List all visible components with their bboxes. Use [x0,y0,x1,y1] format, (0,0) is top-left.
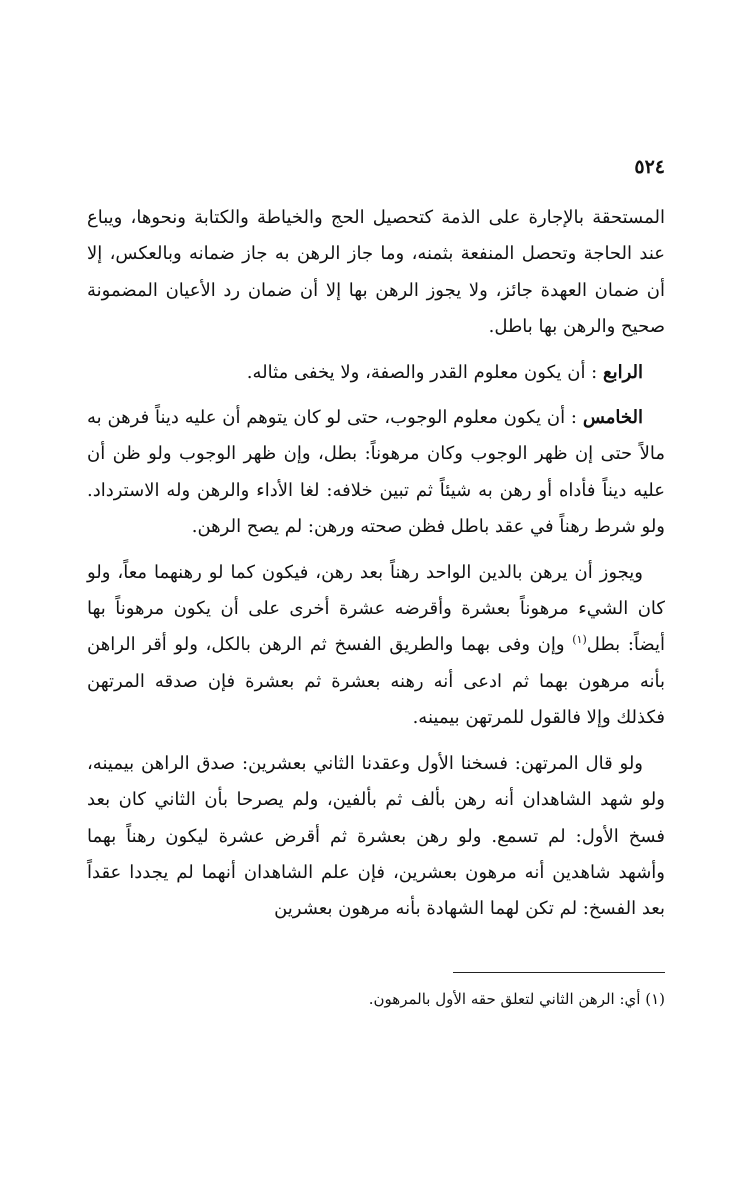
paragraph-lead: الرابع [602,361,643,383]
paragraph-text: وإن وفى بهما والطريق الفسخ ثم الرهن بالكل، ولو أقر الراهن بأنه مرهون بهما ثم ادعى أنه رهنه بعشرة ثم بعشرة فإن صدقه المرتهن فكذلك وإلا فالقول للمرتهن بيمينه. [87,634,665,729]
paragraph-text: المستحقة بالإجارة على الذمة كتحصيل الحج والخياطة والكتابة ونحوها، ويباع عند الحاجة وتحصل المنفعة بثمنه، وما جاز الرهن به جاز ضمانه وبالعكس، إلا أن ضمان العهدة جائز، ولا يجوز الرهن بها إلا أن ضمان رد الأعيان المضمونة صحيح والرهن بها باطل. [87,207,665,338]
footnote-divider [453,972,665,973]
paragraph-text: ويجوز أن يرهن بالدين الواحد رهناً بعد رهن، فيكون كما لو رهنهما معاً، ولو كان الشيء مرهوناً بعشرة وأقرضه عشرة أخرى على أن يكون مرهوناً بها أيضاً: بطل [87,561,665,656]
main-text [87,200,665,928]
paragraph-4 [87,555,665,737]
page-number: ٥٢٤ [634,156,665,178]
paragraph-lead: الخامس [582,407,643,429]
footnote: (١) أي: الرهن الثاني لتعلق حقه الأول بالمرهون. [368,990,665,1008]
paragraph-2 [87,355,665,391]
paragraph-1 [87,200,665,346]
paragraph-5 [87,746,665,928]
paragraph-text: : أن يكون معلوم القدر والصفة، ولا يخفى مثاله. [246,361,598,383]
paragraph-3 [87,400,665,546]
footnote-marker[interactable]: (١) [572,633,587,647]
paragraph-text: ولو قال المرتهن: فسخنا الأول وعقدنا الثاني بعشرين: صدق الراهن بيمينه، ولو شهد الشاهدان أنه رهن بألف ثم بألفين، ولم يصرحا بأن الثاني كان بعد فسخ الأول: لم تسمع. ولو رهن بعشرة ثم أقرض عشرة ليكون رهناً بهما وأشهد شاهدين أنه مرهون بعشرين، فإن علم الشاهدان أنهما لم يجددا عقداً بعد الفسخ: لم تكن لهما الشهادة بأنه مرهون بعشرين [87,752,665,920]
paragraph-text: : أن يكون معلوم الوجوب، حتى لو كان يتوهم أن عليه ديناً فرهن به مالاً حتى إن ظهر الوجوب وكان مرهوناً: بطل، وإن ظهر الوجوب ولو ظن أن عليه ديناً فأداه أو رهن به شيئاً ثم تبين خلافه: لغا الأداء والرهن وله الاسترداد. ولو شرط رهناً في عقد باطل فظن صحته ورهن: لم يصح الرهن. [87,407,665,538]
